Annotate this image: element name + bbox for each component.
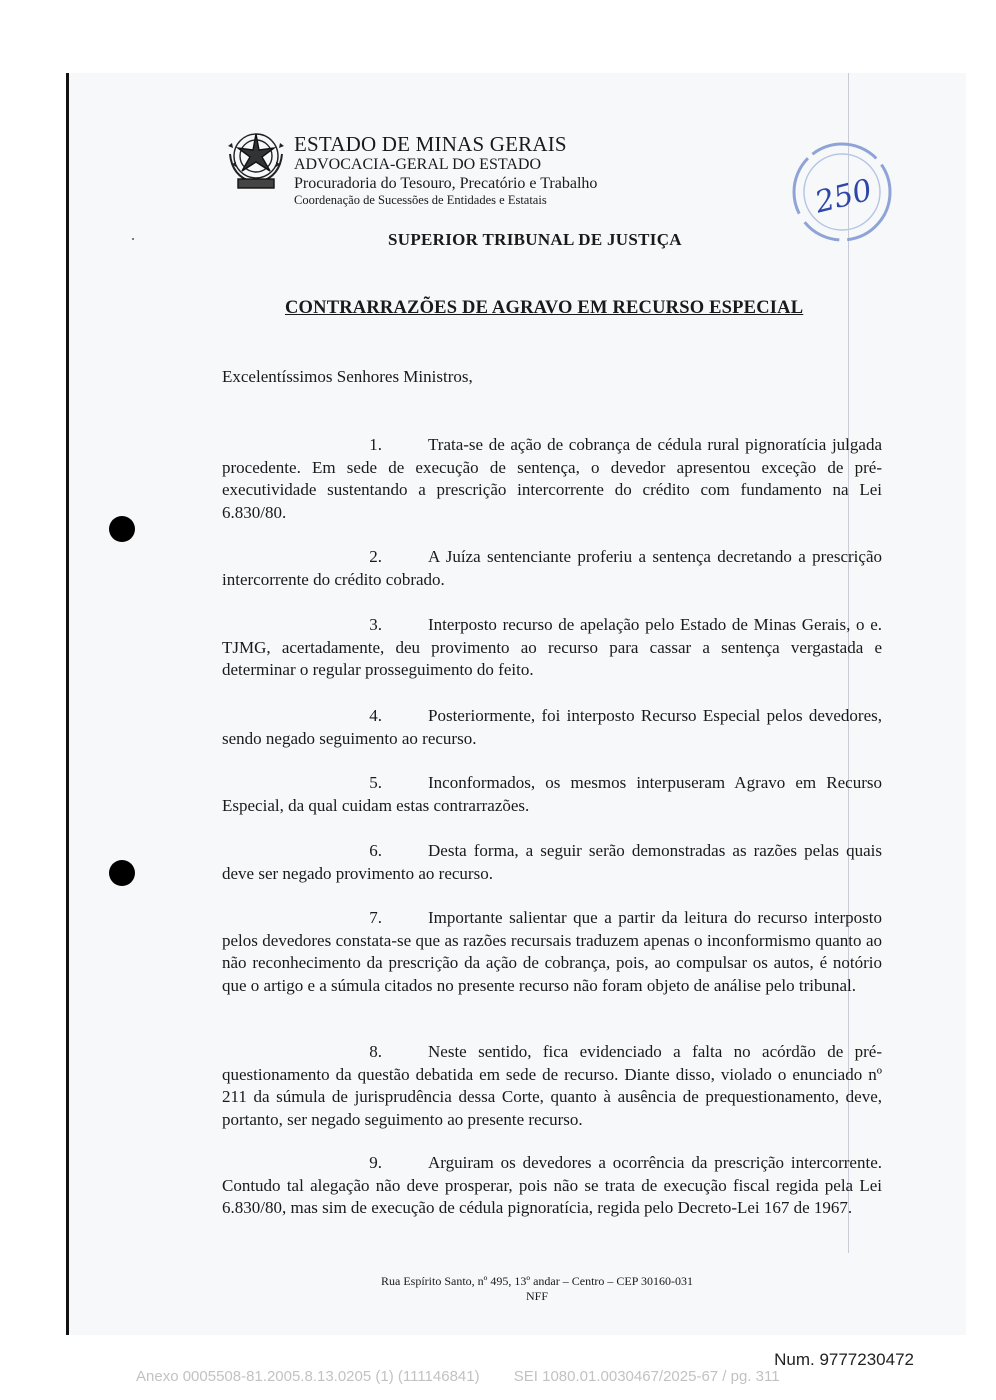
paragraph-text: Neste sentido, fica evidenciado a falta no acórdão de pré-questionamento da questão debatida em sede de recurso. Diante disso, violado o enunciado nº 211 da súmula de jurisprudência dessa Corte, quanto à ausência de prequestionamento, deve, portanto, ser negado seguimento ao presente recurso.	[222, 1042, 882, 1129]
annex-line	[136, 1368, 810, 1385]
scan-speck	[132, 238, 134, 240]
paragraph-text: Interposto recurso de apelação pelo Estado de Minas Gerais, o e. TJMG, acertadamente, deu provimento ao recurso para cassar a sentença vergastada e determinar o regular prosseguimento do feito.	[222, 615, 882, 679]
coat-of-arms-icon	[222, 124, 290, 192]
letterhead	[294, 132, 597, 207]
scan-edge	[66, 73, 69, 1335]
punch-hole	[109, 860, 135, 886]
paragraph-9	[222, 1152, 882, 1220]
sei-reference: SEI 1080.01.0030467/2025-67 / pg. 311	[513, 1368, 780, 1385]
paragraph-text: Arguiram os devedores a ocorrência da prescrição intercorrente. Contudo tal alegação não deve prosperar, pois não se trata de execução fiscal regida pela Lei 6.830/80, mas sim de execução de cédula pignoratícia, regida pelo Decreto-Lei 167 de 1967.	[222, 1153, 882, 1217]
footer-address: Rua Espírito Santo, nº 495, 13º andar – Centro – CEP 30160-031	[381, 1274, 693, 1288]
court-name: SUPERIOR TRIBUNAL DE JUSTIÇA	[388, 230, 682, 249]
paragraph-2	[222, 546, 882, 591]
paragraph-number: 4.	[369, 706, 382, 725]
paragraph-number: 8.	[369, 1042, 382, 1061]
paragraph-number: 6.	[369, 841, 382, 860]
paragraph-3	[222, 614, 882, 682]
stamp-number: 250	[811, 172, 876, 221]
letterhead-state: ESTADO DE MINAS GERAIS	[294, 132, 567, 156]
paragraph-4	[222, 705, 882, 750]
letterhead-office: Procuradoria do Tesouro, Precatório e Trabalho	[294, 174, 598, 192]
footer-initials: NFF	[525, 1289, 548, 1303]
letterhead-agency: ADVOCACIA-GERAL DO ESTADO	[294, 156, 541, 174]
paragraph-number: 9.	[369, 1153, 382, 1172]
paragraph-number: 7.	[369, 908, 382, 927]
paragraph-5	[222, 772, 882, 817]
protocol-stamp	[786, 136, 898, 248]
scanned-page	[66, 73, 966, 1335]
paragraph-7	[222, 907, 882, 997]
paragraph-8	[222, 1041, 882, 1131]
document-number: Num. 9777230472	[774, 1350, 914, 1369]
paragraph-text: A Juíza sentenciante proferiu a sentença decretando a prescrição intercorrente do crédito cobrado.	[222, 547, 882, 589]
salutation: Excelentíssimos Senhores Ministros,	[222, 367, 473, 386]
document-title: CONTRARRAZÕES DE AGRAVO EM RECURSO ESPECIAL	[285, 298, 804, 318]
paragraph-number: 5.	[369, 773, 382, 792]
paragraph-number: 3.	[369, 615, 382, 634]
punch-hole	[109, 516, 135, 542]
paragraph-number: 1.	[369, 435, 382, 454]
paragraph-1	[222, 434, 882, 524]
paragraph-text: Importante salientar que a partir da leitura do recurso interposto pelos devedores constata-se que as razões recursais traduzem apenas o inconformismo quanto ao não reconhecimento da prescrição da ação de cobrança, pois, ao compulsar os autos, é notório que o artigo e a súmula citados no presente recurso não foram objeto de análise pelo tribunal.	[222, 908, 882, 995]
annex-reference: Anexo 0005508-81.2005.8.13.0205 (1) (111146841)	[136, 1368, 480, 1385]
paragraph-text: Inconformados, os mesmos interpuseram Agravo em Recurso Especial, da qual cuidam estas contrarrazões.	[222, 773, 882, 815]
paragraph-text: Posteriormente, foi interposto Recurso Especial pelos devedores, sendo negado seguimento ao recurso.	[222, 706, 882, 748]
paragraph-text: Trata-se de ação de cobrança de cédula rural pignoratícia julgada procedente. Em sede de execução de sentença, o devedor apresentou exceção de pré-executividade sustentando a prescrição intercorrente do crédito com fundamento na Lei 6.830/80.	[222, 435, 882, 522]
paragraph-text: Desta forma, a seguir serão demonstradas as razões pelas quais deve ser negado provimento ao recurso.	[222, 841, 882, 883]
paragraph-number: 2.	[369, 547, 382, 566]
page-footer	[300, 1274, 774, 1304]
paragraph-6	[222, 840, 882, 885]
letterhead-coordination: Coordenação de Sucessões de Entidades e Estatais	[294, 192, 547, 207]
